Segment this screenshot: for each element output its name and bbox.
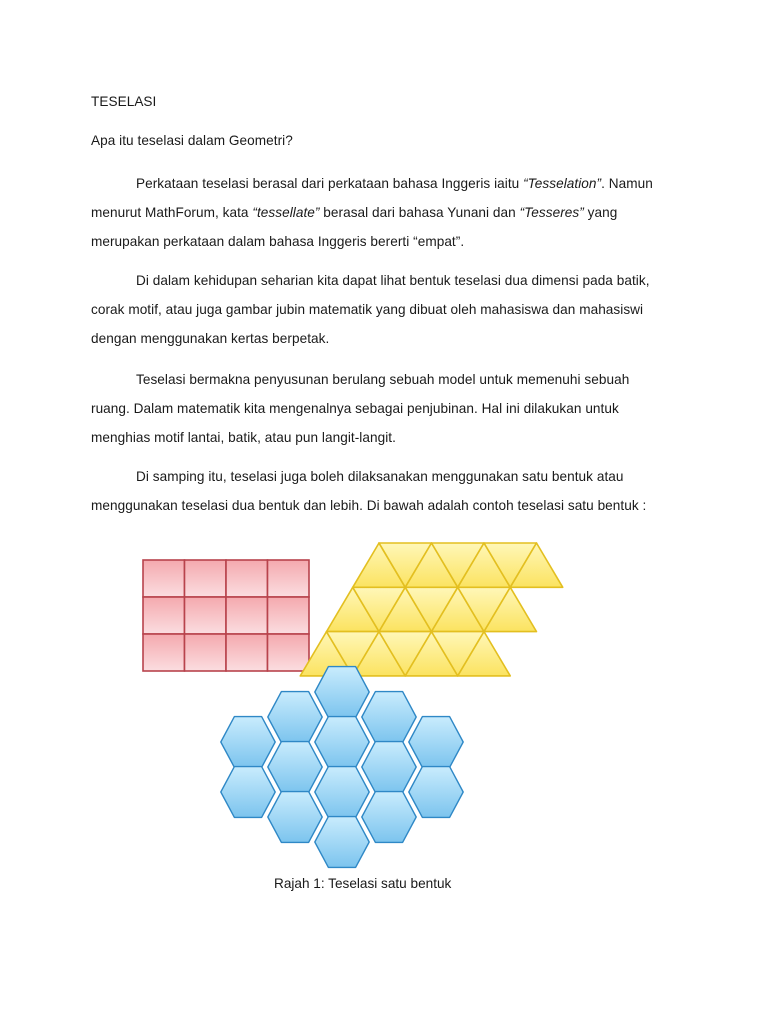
paragraph-3-line-2: ruang. Dalam matematik kita mengenalnya sebagai penjubinan. Hal ini dilakukan untuk	[91, 401, 619, 416]
hexagon-tile	[315, 817, 369, 868]
hexagon-tile	[221, 767, 275, 818]
paragraph-2-line-2: corak motif, atau juga gambar jubin matematik yang dibuat oleh mahasiswa dan mahasiswi	[91, 302, 644, 317]
hexagon-tile	[268, 742, 322, 793]
hexagon-tile	[221, 717, 275, 768]
square-tile	[226, 634, 268, 671]
paragraph-2-line-3: dengan menggunakan kertas berpetak.	[91, 331, 330, 346]
hexagon-tile	[409, 717, 463, 768]
hexagon-tile	[268, 792, 322, 843]
paragraph-4-line-1: Di samping itu, teselasi juga boleh dilaksanakan menggunakan satu bentuk atau	[136, 469, 624, 484]
square-tile	[268, 634, 310, 671]
hexagon-tile	[362, 742, 416, 793]
paragraph-3-line-1: Teselasi bermakna penyusunan berulang sebuah model untuk memenuhi sebuah	[136, 372, 630, 387]
hexagon-tile	[315, 717, 369, 768]
paragraph-1-line-2: menurut MathForum, kata “tessellate” berasal dari bahasa Yunani dan “Tesseres” yang	[91, 205, 618, 220]
square-tile	[143, 634, 185, 671]
document-title: TESELASI	[91, 94, 157, 109]
square-tile	[143, 597, 185, 634]
square-tile	[185, 597, 227, 634]
hexagon-tile	[362, 792, 416, 843]
hexagon-tile	[409, 767, 463, 818]
hexagon-tile	[315, 767, 369, 818]
square-tile	[185, 634, 227, 671]
square-tile	[268, 560, 310, 597]
square-tile	[143, 560, 185, 597]
hexagon-tessellation	[221, 667, 463, 868]
square-tile	[268, 597, 310, 634]
question-heading: Apa itu teselasi dalam Geometri?	[91, 133, 293, 148]
hexagon-tile	[362, 692, 416, 743]
triangle-tessellation	[300, 543, 563, 676]
paragraph-1-line-3: merupakan perkataan dalam bahasa Inggeris bererti “empat”.	[91, 234, 465, 249]
square-tile	[226, 560, 268, 597]
paragraph-3-line-3: menghias motif lantai, batik, atau pun langit-langit.	[91, 430, 396, 445]
square-tile	[226, 597, 268, 634]
paragraph-2-line-1: Di dalam kehidupan seharian kita dapat lihat bentuk teselasi dua dimensi pada batik,	[136, 273, 650, 288]
square-tessellation	[143, 560, 309, 671]
square-tile	[185, 560, 227, 597]
paragraph-4-line-2: menggunakan teselasi dua bentuk dan lebih. Di bawah adalah contoh teselasi satu bentuk :	[91, 498, 647, 513]
figure-caption: Rajah 1: Teselasi satu bentuk	[274, 876, 452, 891]
paragraph-1-line-1: Perkataan teselasi berasal dari perkataan bahasa Inggeris iaitu “Tesselation”. Namun	[136, 176, 653, 191]
hexagon-tile	[268, 692, 322, 743]
